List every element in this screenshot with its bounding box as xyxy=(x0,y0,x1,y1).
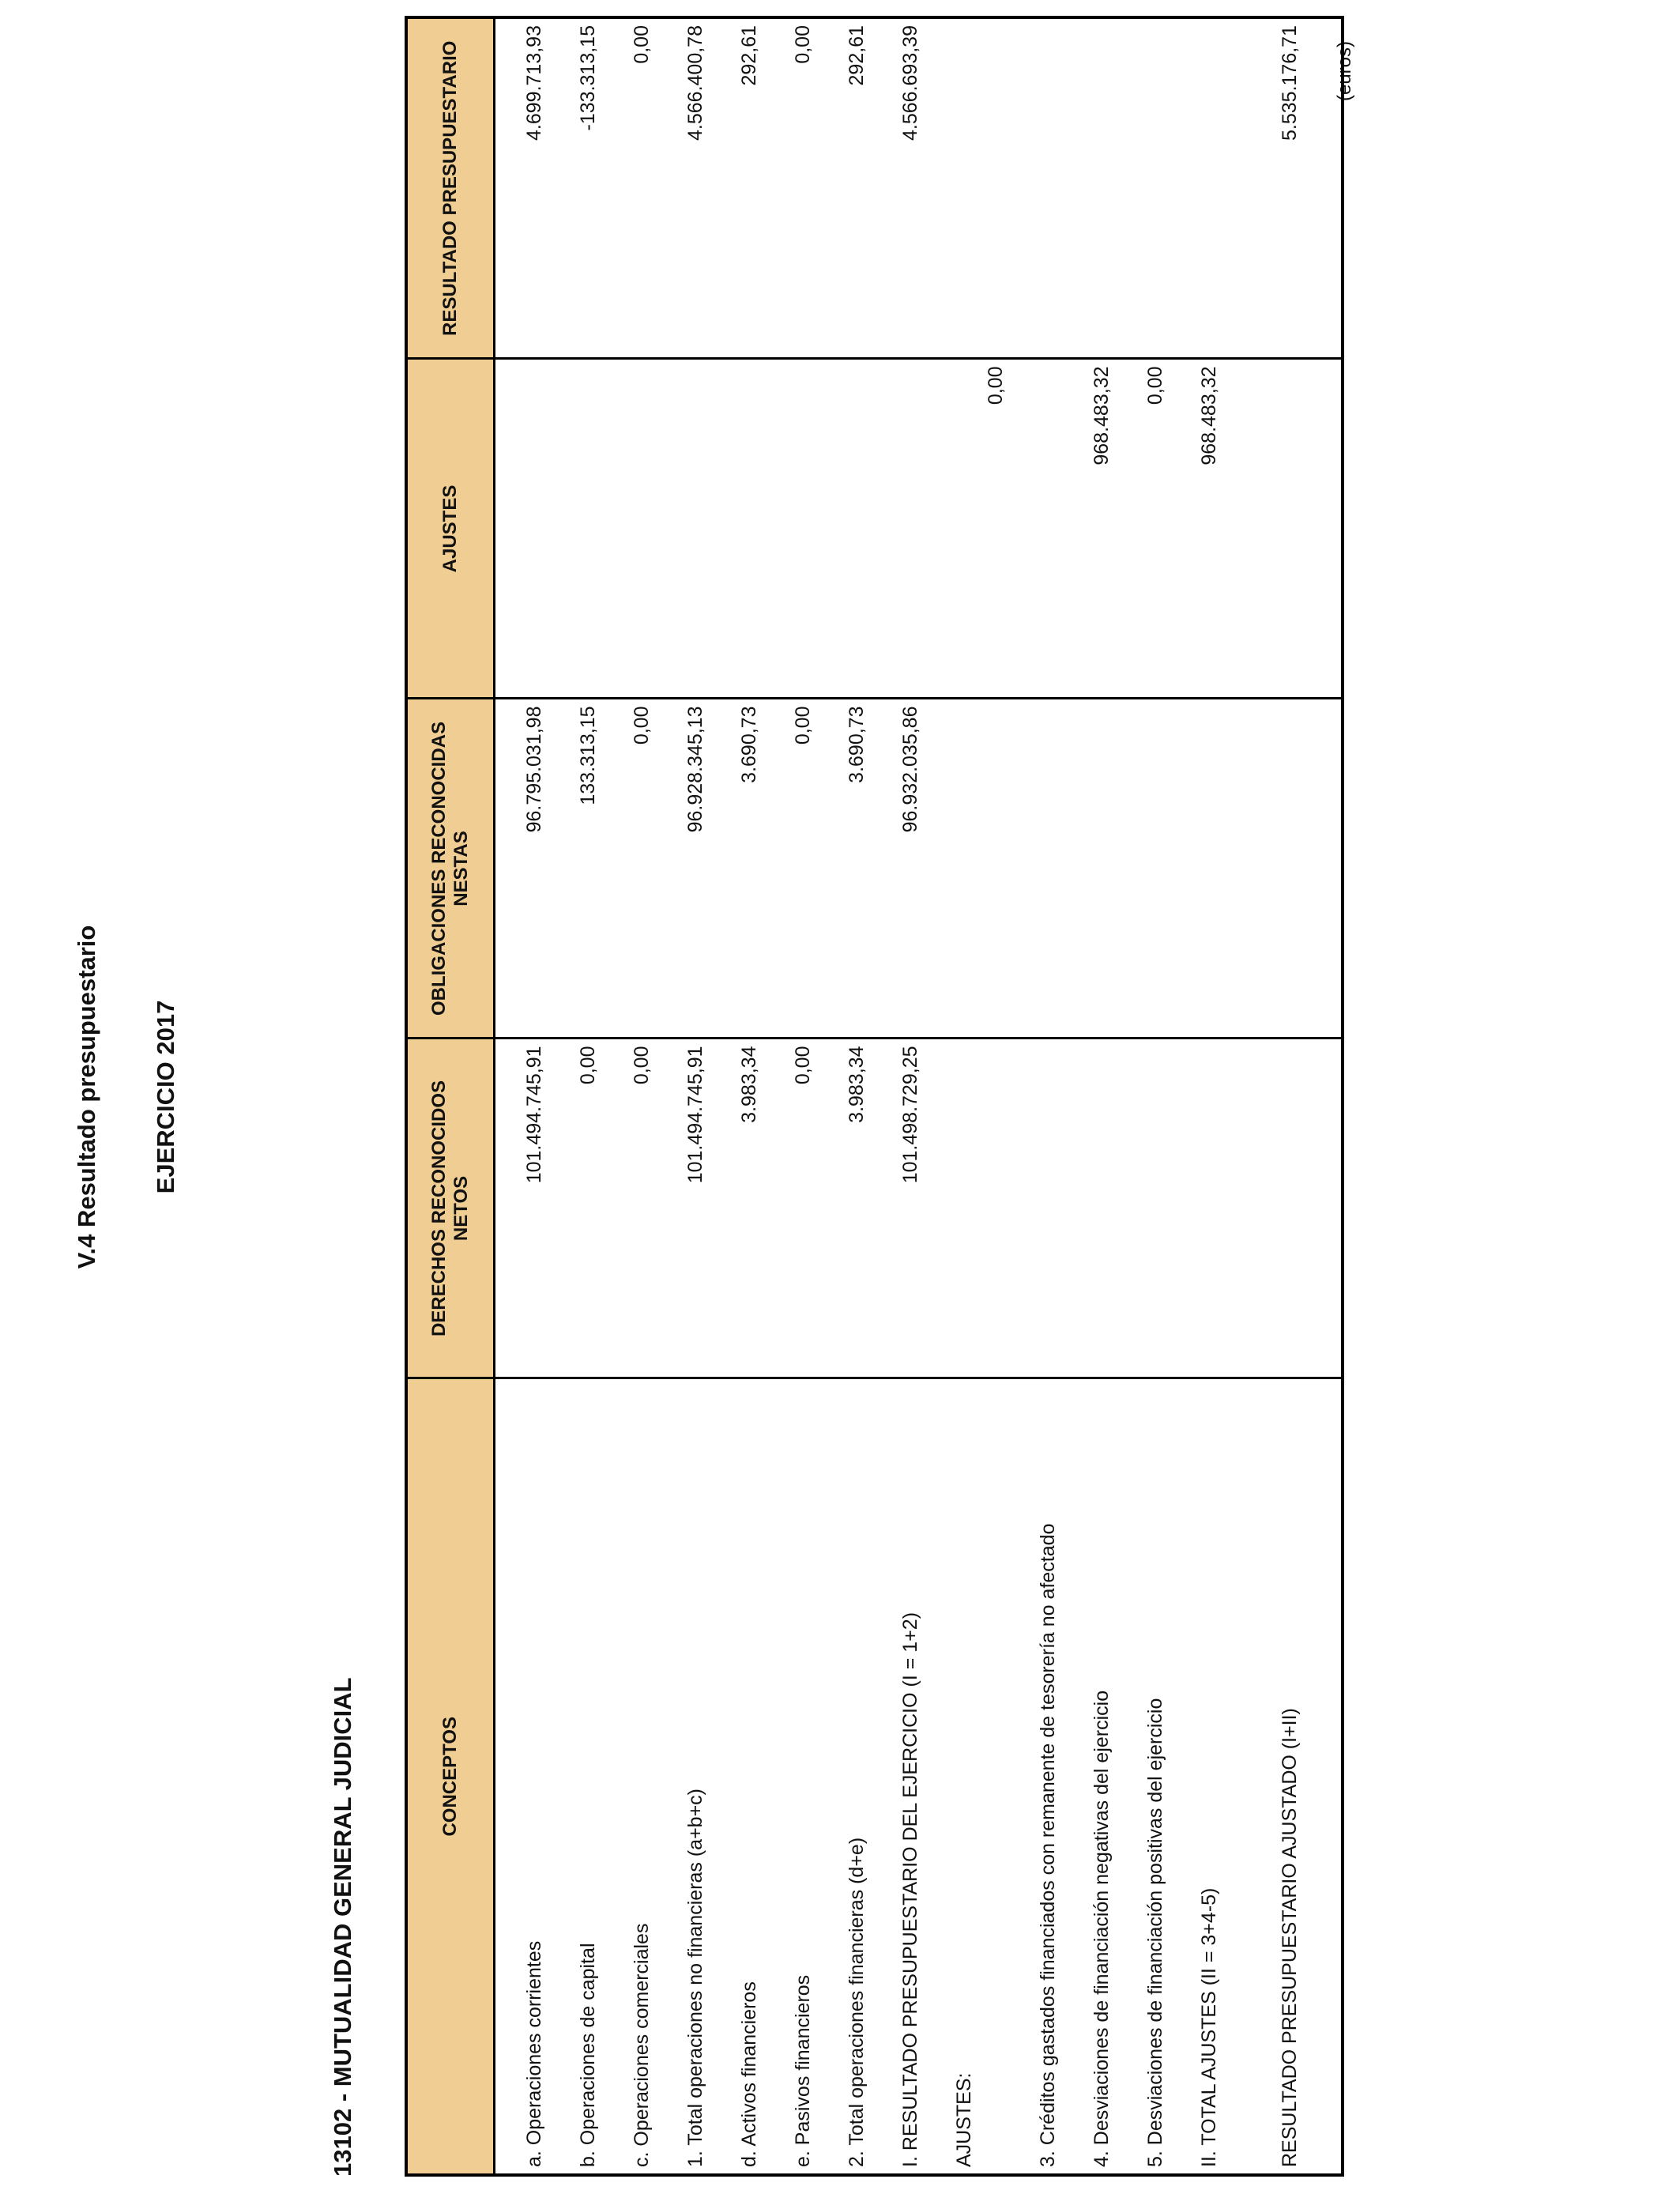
resultado-cell: 4.699.713,93 xyxy=(495,17,550,359)
table-row-spacer xyxy=(1224,17,1275,2175)
resultado-cell: -133.313,15 xyxy=(549,17,603,359)
concept-cell: c. Operaciones comerciales xyxy=(603,1378,657,2175)
concept-cell xyxy=(1224,1378,1275,2175)
derechos-cell xyxy=(925,1039,979,1378)
derechos-cell xyxy=(1170,1039,1224,1378)
ajustes-cell xyxy=(872,359,925,699)
ajustes-cell xyxy=(764,359,818,699)
table-row xyxy=(1063,17,1117,2175)
concept-cell: a. Operaciones corrientes xyxy=(495,1378,550,2175)
obligaciones-cell: 0,00 xyxy=(764,699,818,1039)
ajustes-cell xyxy=(1275,359,1343,699)
obligaciones-cell xyxy=(1170,699,1224,1039)
ajustes-cell xyxy=(495,359,550,699)
concept-cell: d. Activos financieros xyxy=(710,1378,764,2175)
document-title: V.4 Resultado presupuestario xyxy=(73,925,100,1269)
obligaciones-cell: 96.932.035,86 xyxy=(872,699,925,1039)
entity-title: 13102 - MUTUALIDAD GENERAL JUDICIAL xyxy=(329,1677,356,2177)
resultado-cell: 4.566.693,39 xyxy=(872,17,925,359)
concept-cell: 2. Total operaciones financieras (d+e) xyxy=(818,1378,872,2175)
table-row xyxy=(764,17,818,2175)
resultado-cell xyxy=(1224,17,1275,359)
obligaciones-cell xyxy=(1063,699,1117,1039)
ajustes-cell: 968.483,32 xyxy=(1063,359,1117,699)
concept-cell: RESULTADO PRESUPUESTARIO AJUSTADO (I+II) xyxy=(1275,1378,1343,2175)
resultado-cell xyxy=(1170,17,1224,359)
resultado-cell xyxy=(1063,17,1117,359)
resultado-cell: 5.535.176,71 xyxy=(1275,17,1343,359)
concept-cell: II. TOTAL AJUSTES (II = 3+4-5) xyxy=(1170,1378,1224,2175)
resultado-cell xyxy=(925,17,979,359)
obligaciones-cell xyxy=(1224,699,1275,1039)
obligaciones-cell xyxy=(979,699,1063,1039)
table-row xyxy=(603,17,657,2175)
header-row xyxy=(406,17,495,2175)
obligaciones-cell xyxy=(1275,699,1343,1039)
obligaciones-cell xyxy=(925,699,979,1039)
table-row xyxy=(818,17,872,2175)
concept-cell: 5. Desviaciones de financiación positivas del ejercicio xyxy=(1117,1378,1170,2175)
resultado-cell: 292,61 xyxy=(818,17,872,359)
derechos-cell: 0,00 xyxy=(764,1039,818,1378)
obligaciones-cell: 133.313,15 xyxy=(549,699,603,1039)
derechos-cell: 0,00 xyxy=(603,1039,657,1378)
budget-result-table xyxy=(405,16,1344,2177)
resultado-cell: 0,00 xyxy=(764,17,818,359)
obligaciones-cell: 96.795.031,98 xyxy=(495,699,550,1039)
table-row xyxy=(1117,17,1170,2175)
derechos-cell xyxy=(979,1039,1063,1378)
column-header-derechos: DERECHOS RECONOCIDOS NETOS xyxy=(406,1039,495,1378)
ajustes-cell: 0,00 xyxy=(979,359,1063,699)
derechos-cell: 101.498.729,25 xyxy=(872,1039,925,1378)
derechos-cell: 0,00 xyxy=(549,1039,603,1378)
table-row xyxy=(872,17,925,2175)
table-row xyxy=(1170,17,1224,2175)
ajustes-cell xyxy=(1224,359,1275,699)
table-row xyxy=(657,17,710,2175)
concept-cell: I. RESULTADO PRESUPUESTARIO DEL EJERCICIO (I = 1+2) xyxy=(872,1378,925,2175)
column-header-conceptos: CONCEPTOS xyxy=(406,1378,495,2175)
resultado-cell xyxy=(979,17,1063,359)
obligaciones-cell: 96.928.345,13 xyxy=(657,699,710,1039)
obligaciones-cell: 3.690,73 xyxy=(818,699,872,1039)
column-header-obligaciones: OBLIGACIONES RECONOCIDAS NESTAS xyxy=(406,699,495,1039)
ajustes-cell: 968.483,32 xyxy=(1170,359,1224,699)
table-row xyxy=(495,17,550,2175)
derechos-cell: 101.494.745,91 xyxy=(495,1039,550,1378)
ajustes-cell xyxy=(710,359,764,699)
obligaciones-cell: 0,00 xyxy=(603,699,657,1039)
concept-cell: 4. Desviaciones de financiación negativas del ejercicio xyxy=(1063,1378,1117,2175)
column-header-ajustes: AJUSTES xyxy=(406,359,495,699)
concept-cell: b. Operaciones de capital xyxy=(549,1378,603,2175)
concept-cell: 3. Créditos gastados financiados con remanente de tesorería no afectado xyxy=(979,1378,1063,2175)
ajustes-cell xyxy=(657,359,710,699)
ajustes-cell xyxy=(925,359,979,699)
resultado-cell: 0,00 xyxy=(603,17,657,359)
ajustes-cell xyxy=(818,359,872,699)
ajustes-cell: 0,00 xyxy=(1117,359,1170,699)
table-row xyxy=(549,17,603,2175)
table-row xyxy=(979,17,1063,2175)
concept-cell: e. Pasivos financieros xyxy=(764,1378,818,2175)
units-label: (euros) xyxy=(1334,40,1355,101)
resultado-cell: 292,61 xyxy=(710,17,764,359)
resultado-cell: 4.566.400,78 xyxy=(657,17,710,359)
concept-cell: 1. Total operaciones no financieras (a+b+c) xyxy=(657,1378,710,2175)
table-header xyxy=(406,17,495,2175)
obligaciones-cell xyxy=(1117,699,1170,1039)
table-body xyxy=(495,17,1343,2175)
ajustes-cell xyxy=(549,359,603,699)
column-header-resultado: RESULTADO PRESUPUESTARIO xyxy=(406,17,495,359)
derechos-cell xyxy=(1224,1039,1275,1378)
derechos-cell: 3.983,34 xyxy=(710,1039,764,1378)
document-subtitle: EJERCICIO 2017 xyxy=(152,1000,179,1194)
table-row xyxy=(710,17,764,2175)
derechos-cell: 3.983,34 xyxy=(818,1039,872,1378)
table-row-total xyxy=(1275,17,1343,2175)
resultado-cell xyxy=(1117,17,1170,359)
concept-cell: AJUSTES: xyxy=(925,1378,979,2175)
ajustes-cell xyxy=(603,359,657,699)
table-row xyxy=(925,17,979,2175)
obligaciones-cell: 3.690,73 xyxy=(710,699,764,1039)
derechos-cell xyxy=(1117,1039,1170,1378)
derechos-cell xyxy=(1063,1039,1117,1378)
derechos-cell xyxy=(1275,1039,1343,1378)
derechos-cell: 101.494.745,91 xyxy=(657,1039,710,1378)
